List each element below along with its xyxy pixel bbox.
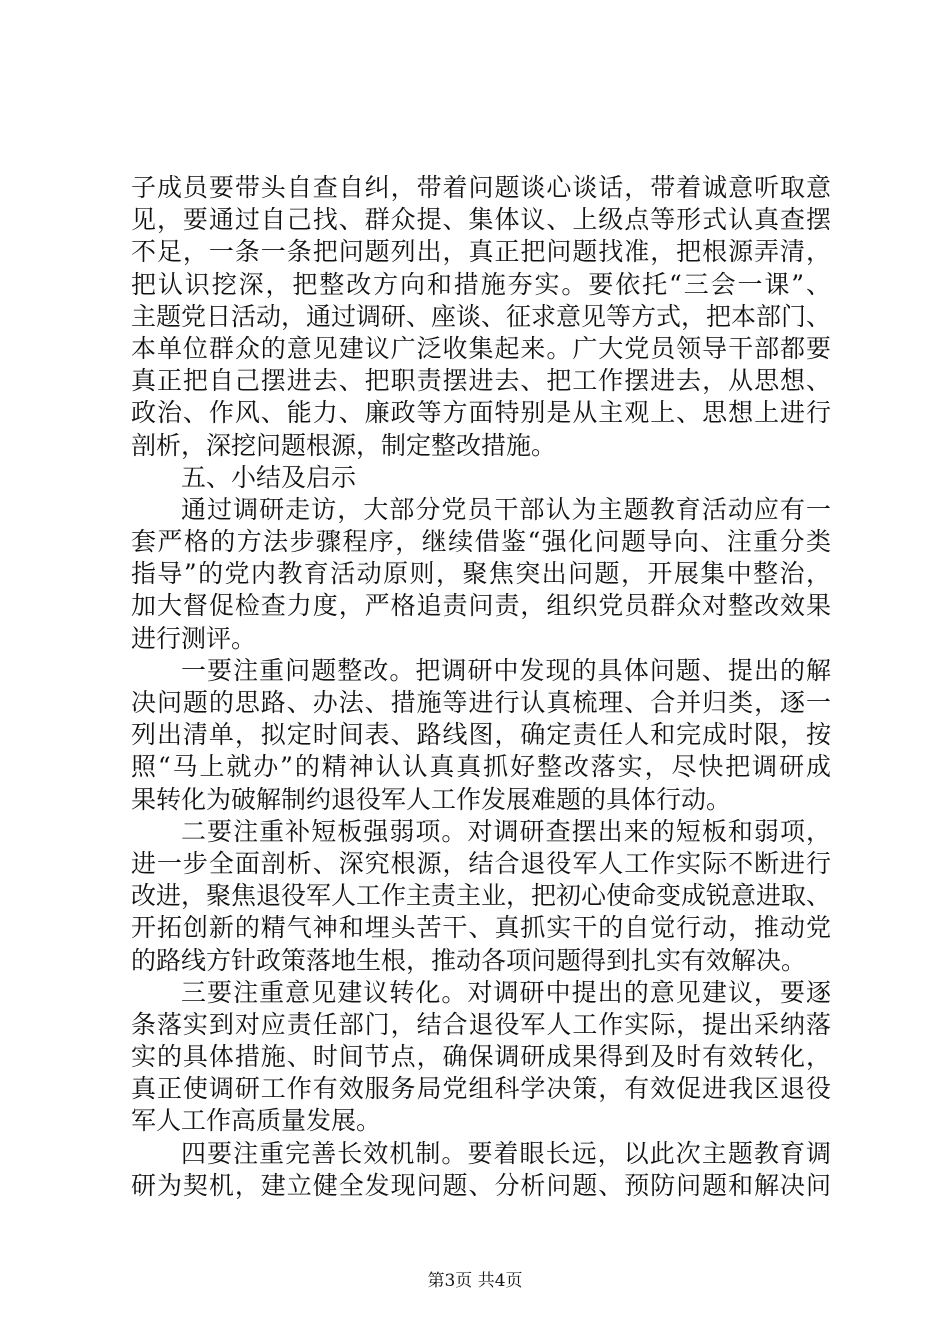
text-line: 指导”的党内教育活动原则，聚焦突出问题，开展集中整治， [131, 559, 831, 589]
text-line: 把认识挖深，把整改方向和措施夯实。要依托“三会一课”、 [131, 269, 831, 299]
text-line: 三要注重意见建议转化。对调研中提出的意见建议，要逐 [181, 977, 831, 1007]
text-line: 二要注重补短板强弱项。对调研查摆出来的短板和弱项， [181, 816, 831, 846]
page-footer [0, 1270, 950, 1292]
paragraph [131, 494, 831, 655]
text-line: 研为契机，建立健全发现问题、分析问题、预防问题和解决问 [131, 1170, 831, 1200]
paragraph [131, 172, 831, 462]
paragraph [131, 977, 831, 1138]
text-line: 真正使调研工作有效服务局党组科学决策，有效促进我区退役 [131, 1074, 831, 1104]
text-line: 剖析，深挖问题根源，制定整改措施。 [131, 430, 557, 460]
text-line: 果转化为破解制约退役军人工作发展难题的具体行动。 [131, 784, 732, 814]
text-line: 套严格的方法步骤程序，继续借鉴“强化问题导向、注重分类 [131, 527, 831, 557]
document-body [131, 172, 831, 1202]
text-line: 列出清单，拟定时间表、路线图，确定责任人和完成时限，按 [131, 720, 831, 750]
text-line: 子成员要带头自查自纠，带着问题谈心谈话，带着诚意听取意 [131, 173, 831, 202]
paragraph [131, 655, 831, 816]
text-line: 改进，聚焦退役军人工作主责主业，把初心使命变成锐意进取、 [131, 881, 832, 911]
text-line: 五、小结及启示 [181, 462, 357, 492]
text-line: 照“马上就办”的精神认认真真抓好整改落实，尽快把调研成 [131, 752, 831, 782]
text-line: 本单位群众的意见建议广泛收集起来。广大党员领导干部都要 [131, 333, 831, 363]
text-line: 不足，一条一条把问题列出，真正把问题找准，把根源弄清， [131, 237, 831, 267]
text-line: 见，要通过自己找、群众提、集体议、上级点等形式认真查摆 [131, 205, 831, 235]
text-line: 实的具体措施、时间节点，确保调研成果得到及时有效转化， [131, 1042, 831, 1072]
section-heading [131, 462, 831, 494]
text-line: 的路线方针政策落地生根，推动各项问题得到扎实有效解决。 [131, 945, 807, 975]
paragraph [131, 1138, 831, 1202]
text-line: 四要注重完善长效机制。要着眼长远，以此次主题教育调 [181, 1138, 831, 1168]
text-line: 军人工作高质量发展。 [131, 1106, 382, 1136]
paragraph [131, 816, 831, 977]
text-line: 主题党日活动，通过调研、座谈、征求意见等方式，把本部门、 [131, 301, 832, 331]
text-line: 开拓创新的精气神和埋头苦干、真抓实干的自觉行动，推动党 [131, 913, 831, 943]
text-line: 通过调研走访，大部分党员干部认为主题教育活动应有一 [181, 494, 831, 524]
text-line: 决问题的思路、办法、措施等进行认真梳理、合并归类，逐一 [131, 688, 831, 717]
text-line: 真正把自己摆进去、把职责摆进去、把工作摆进去，从思想、 [131, 366, 831, 396]
text-line: 进一步全面剖析、深究根源，结合退役军人工作实际不断进行 [131, 848, 831, 878]
page-number-label: 第3页 共4页 [427, 1271, 523, 1291]
text-line: 条落实到对应责任部门，结合退役军人工作实际，提出采纳落 [131, 1009, 831, 1039]
text-line: 加大督促检查力度，严格追责问责，组织党员群众对整改效果 [131, 591, 831, 621]
text-line: 一要注重问题整改。把调研中发现的具体问题、提出的解 [181, 655, 831, 685]
text-line: 政治、作风、能力、廉政等方面特别是从主观上、思想上进行 [131, 398, 831, 428]
text-line: 进行测评。 [131, 623, 257, 653]
